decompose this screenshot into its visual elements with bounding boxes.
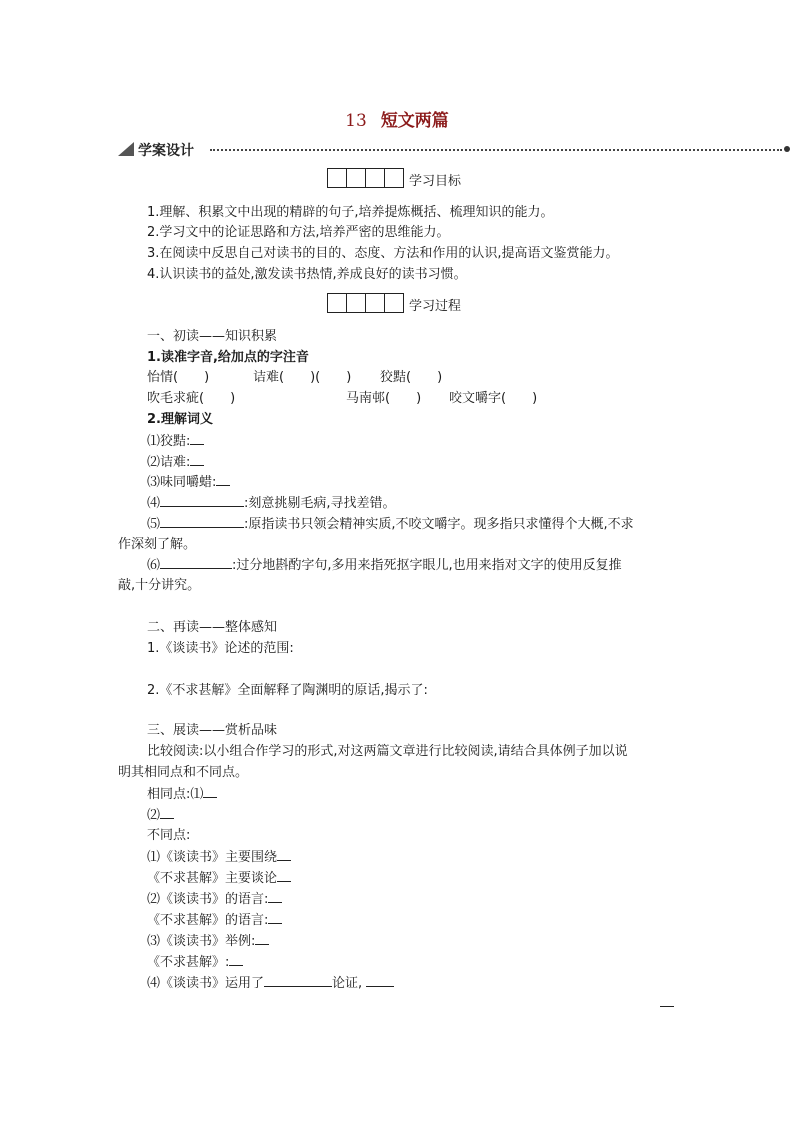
definition-item xyxy=(147,472,230,493)
triangle-icon xyxy=(118,142,134,156)
pron-item: 咬文嚼字( ) xyxy=(449,391,538,406)
answer-blank[interactable] xyxy=(160,555,232,569)
definition-text: :刻意挑剔毛病,寻找差错。 xyxy=(244,496,396,511)
compare-label: 《不求甚解》主要谈论 xyxy=(147,871,278,886)
divider-end-dot xyxy=(784,146,790,152)
part2-q2: 2.《不求甚解》全面解释了陶渊明的原话,揭示了: xyxy=(147,683,428,698)
compare-label: 《不求甚解》: xyxy=(147,955,230,970)
section-bar xyxy=(118,140,790,160)
compare-item xyxy=(147,931,269,952)
answer-blank[interactable] xyxy=(190,452,204,466)
box-decoration xyxy=(327,168,403,188)
part3-intro: 比较阅读:以小组合作学习的形式,对这两篇文章进行比较阅读,请结合具体例子加以说 xyxy=(147,744,628,759)
lesson-title: 短文两篇 xyxy=(380,111,449,131)
answer-blank[interactable] xyxy=(255,931,269,945)
part2-q1: 1.《谈读书》论述的范围: xyxy=(147,641,294,656)
answer-blank[interactable] xyxy=(277,847,291,861)
pron-item: 狡黠( ) xyxy=(380,370,443,385)
answer-blank[interactable] xyxy=(160,493,244,507)
definition-num: ⑷ xyxy=(147,496,161,511)
compare-label: 论证, xyxy=(332,976,363,991)
answer-blank[interactable] xyxy=(268,889,282,903)
box-decoration xyxy=(327,293,403,313)
definition-text: :过分地斟酌字句,多用来指死抠字眼儿,也用来指对文字的使用反复推 xyxy=(232,558,622,573)
compare-item xyxy=(147,784,217,805)
pron-item: 马南邨( ) xyxy=(346,391,422,406)
answer-blank[interactable] xyxy=(264,973,332,987)
part3-intro-cont: 明其相同点和不同点。 xyxy=(118,765,249,780)
definition-item xyxy=(147,431,204,452)
goals-header-text: 学习目标 xyxy=(409,174,462,189)
definition-label: ⑵诘难: xyxy=(147,455,191,470)
compare-item xyxy=(147,805,174,826)
compare-label: ⑶《谈读书》举例: xyxy=(147,934,256,949)
answer-blank[interactable] xyxy=(366,973,394,987)
pron-item: 怡情( ) xyxy=(147,370,210,385)
part1-q2: 2.理解词义 xyxy=(147,412,213,427)
compare-heading: 不同点: xyxy=(147,828,191,843)
goal-item: 4.认识读书的益处,激发读书热情,养成良好的读书习惯。 xyxy=(147,267,467,282)
pron-item: 诘难( )( ) xyxy=(253,370,352,385)
goal-item: 1.理解、积累文中出现的精辟的句子,培养提炼概括、梳理知识的能力。 xyxy=(147,205,554,220)
compare-item xyxy=(147,952,243,973)
lesson-number: 13 xyxy=(345,111,367,131)
section-label: 学案设计 xyxy=(138,143,194,159)
definition-item xyxy=(147,493,396,514)
answer-blank[interactable] xyxy=(190,431,204,445)
compare-item xyxy=(147,889,282,910)
definition-item xyxy=(147,555,622,576)
answer-blank[interactable] xyxy=(160,514,244,528)
dotted-divider xyxy=(210,149,782,151)
goal-item: 2.学习文中的论证思路和方法,培养严密的思维能力。 xyxy=(147,225,450,240)
compare-item xyxy=(147,847,291,868)
compare-item xyxy=(147,910,282,931)
compare-label: ⑴《谈读书》主要围绕 xyxy=(147,850,278,865)
definition-item xyxy=(147,514,634,535)
compare-item xyxy=(147,973,394,994)
definition-num: ⑹ xyxy=(147,558,161,573)
definition-label: ⑶味同嚼蜡: xyxy=(147,475,217,490)
definition-item xyxy=(147,452,204,473)
page-title xyxy=(0,106,794,131)
definition-label: ⑴狡黠: xyxy=(147,434,191,449)
part1-q1: 1.读准字音,给加点的字注音 xyxy=(147,350,309,365)
compare-label: ⑵《谈读书》的语言: xyxy=(147,892,269,907)
answer-blank[interactable] xyxy=(268,910,282,924)
answer-blank[interactable] xyxy=(229,952,243,966)
process-header-text: 学习过程 xyxy=(409,299,462,314)
part1-title: 一、初读——知识积累 xyxy=(147,329,278,344)
definition-continuation: 敲,十分讲究。 xyxy=(118,578,201,593)
compare-label: 《不求甚解》的语言: xyxy=(147,913,269,928)
compare-item xyxy=(147,868,291,889)
part3-title: 三、展读——赏析品味 xyxy=(147,723,278,738)
answer-blank[interactable] xyxy=(660,1006,674,1007)
compare-label: 相同点:⑴ xyxy=(147,787,204,802)
definition-text: :原指读书只领会精神实质,不咬文嚼字。现多指只求懂得个大概,不求 xyxy=(244,517,634,532)
answer-blank[interactable] xyxy=(203,784,217,798)
definition-continuation: 作深刻了解。 xyxy=(118,537,197,552)
compare-label: ⑵ xyxy=(147,808,161,823)
answer-blank[interactable] xyxy=(216,472,230,486)
answer-blank[interactable] xyxy=(277,868,291,882)
compare-label: ⑷《谈读书》运用了 xyxy=(147,976,265,991)
definition-num: ⑸ xyxy=(147,517,161,532)
part2-title: 二、再读——整体感知 xyxy=(147,620,278,635)
goal-item: 3.在阅读中反思自己对读书的目的、态度、方法和作用的认识,提高语文鉴赏能力。 xyxy=(147,246,619,261)
pron-item: 吹毛求疵( ) xyxy=(147,391,236,406)
answer-blank[interactable] xyxy=(160,805,174,819)
